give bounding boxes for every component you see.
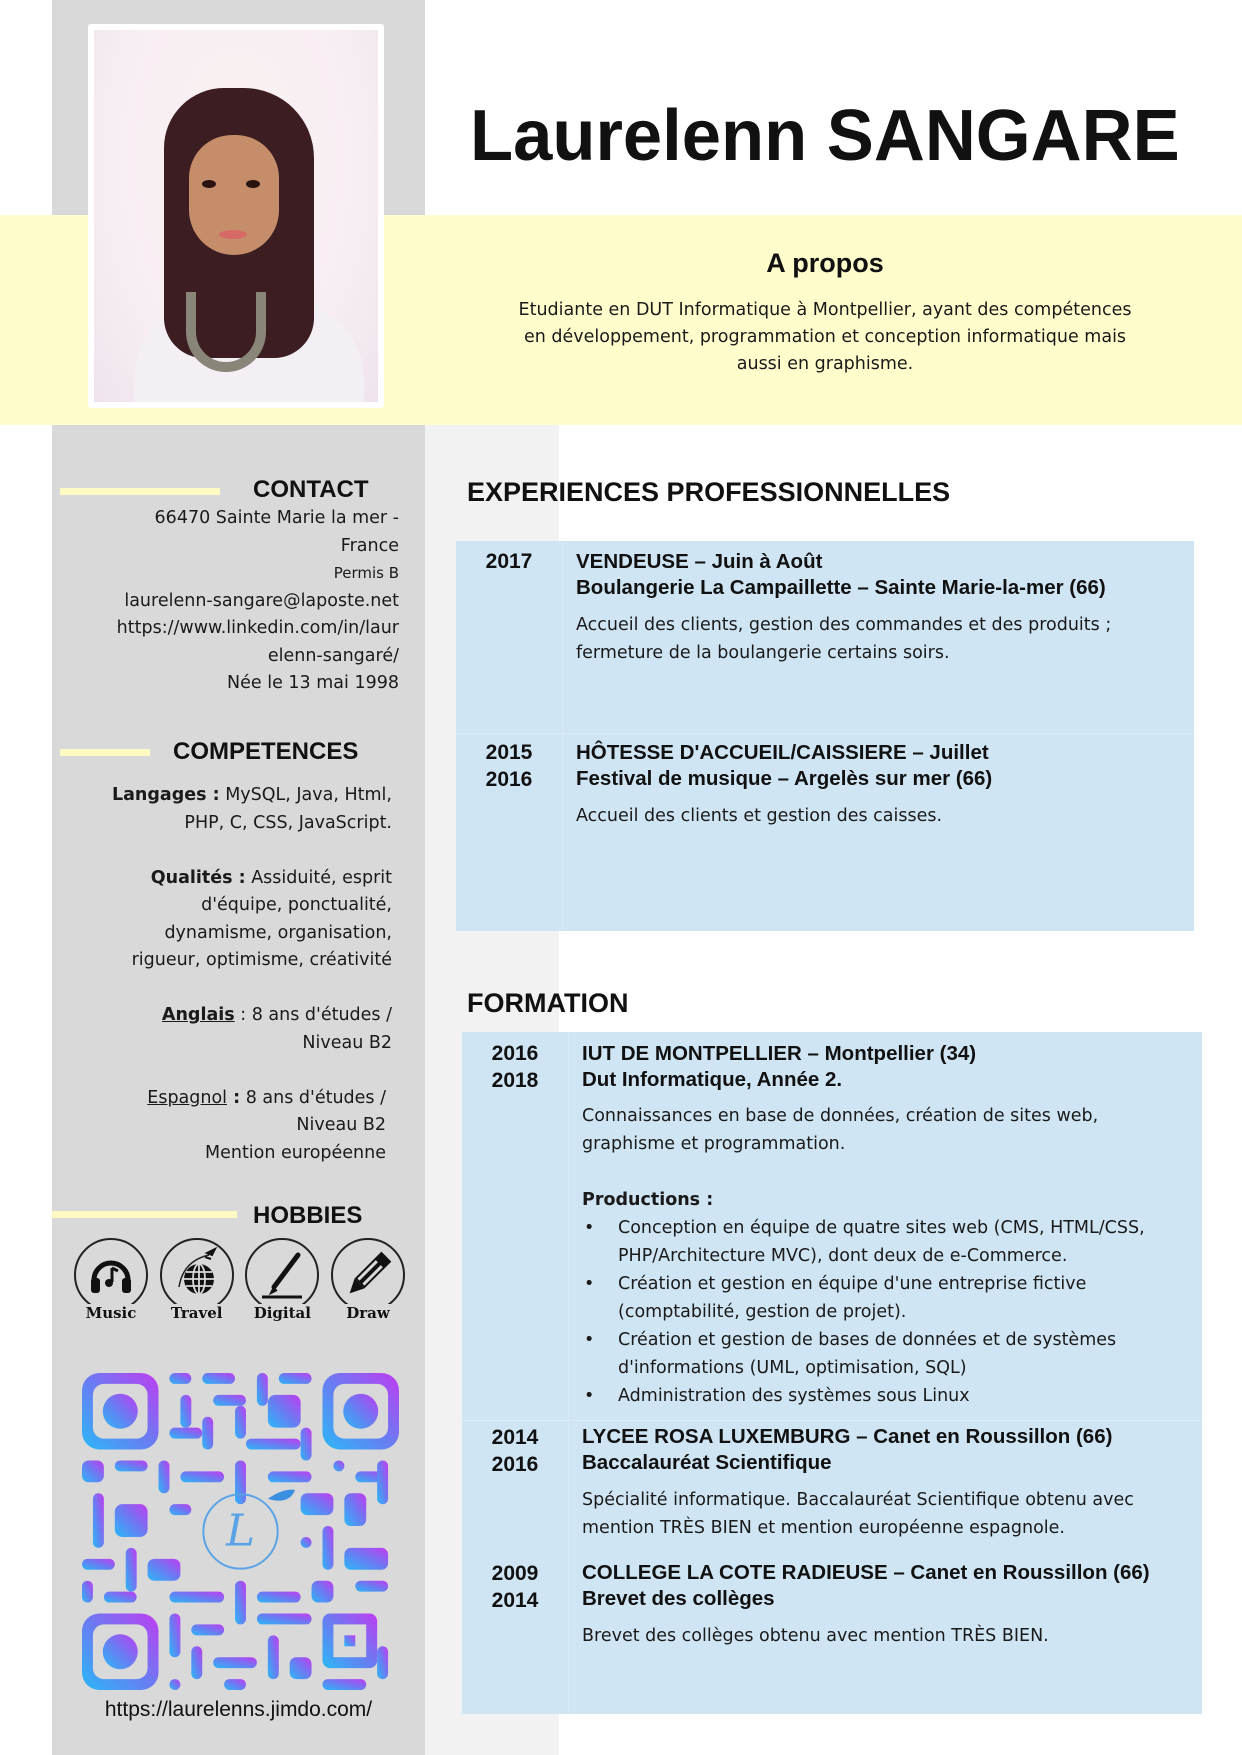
- about-line: en développement, programmation et conception informatique mais: [523, 327, 1127, 347]
- experiences-table: [456, 541, 1194, 931]
- contact-linkedin-cont[interactable]: elenn-sangaré/: [267, 645, 399, 666]
- skill-languages: [60, 782, 392, 837]
- qualities-value-cont: dynamisme, organisation,: [164, 922, 392, 943]
- contact-title: CONTACT: [253, 476, 369, 503]
- row-separator: [462, 1420, 1202, 1421]
- spanish-value: 8 ans d'études /: [240, 1087, 386, 1108]
- contact-address: 66470 Sainte Marie la mer -: [154, 508, 399, 528]
- about-text: [475, 297, 1175, 378]
- competences-title: COMPETENCES: [173, 738, 359, 765]
- formation-years: 2009 2014: [491, 1562, 539, 1612]
- row-separator: [456, 733, 1194, 734]
- languages-value: MySQL, Java, Html,: [219, 785, 392, 805]
- globe-plane-icon: [160, 1238, 234, 1312]
- skill-spanish: [60, 1085, 392, 1168]
- contact-linkedin[interactable]: https://www.linkedin.com/in/laur: [116, 618, 399, 638]
- hobby-label: Digital: [253, 1304, 311, 1322]
- photo-eye-left: [202, 180, 216, 188]
- svg-text:L: L: [225, 1505, 256, 1557]
- stylus-icon: [245, 1238, 319, 1312]
- production-item: • Administration des systèmes sous Linux: [582, 1382, 1192, 1410]
- languages-label: Langages :: [111, 785, 220, 805]
- formation-title-block: LYCEE ROSA LUXEMBURG – Canet en Roussillon (66) Baccalauréat Scientifique: [582, 1425, 1113, 1474]
- experience-years: 2015 2016: [485, 741, 533, 791]
- experiences-title: EXPERIENCES PROFESSIONNELLES: [467, 477, 951, 507]
- candidate-name: Laurelenn SANGARE: [470, 96, 1180, 176]
- hobby-label: Draw: [346, 1304, 390, 1322]
- competences-block: [60, 782, 392, 1167]
- english-label: Anglais: [161, 1005, 235, 1025]
- qualities-value-cont: rigueur, optimisme, créativité: [131, 950, 392, 970]
- hobby-draw: [329, 1238, 407, 1326]
- hobbies-accent-bar: [52, 1211, 237, 1218]
- productions-list: [582, 1214, 1192, 1410]
- formation-title-block: IUT DE MONTPELLIER – Montpellier (34) Dut Informatique, Année 2.: [582, 1042, 977, 1091]
- hobbies-list: [72, 1232, 407, 1332]
- spanish-mention: Mention européenne: [204, 1142, 386, 1163]
- formation-description: Connaissances en base de données, création de sites web, graphisme et programmation. Productions : • Conception en équipe de quatre sites web (CMS, HTML/CSS, PHP/Architecture MVC), dont deux de e-Commerce. • Création et gestion en équipe d'une entreprise fictive (comptabilité, gestion de projet). • Création et gestion de bases de données et de systèmes d'informations (UML, optimisation, SQL) • Administration des systèmes sous Linux: [582, 1102, 1192, 1410]
- competences-accent-bar: [60, 749, 150, 756]
- hobby-label: Music: [85, 1304, 137, 1322]
- contact-block: [60, 505, 399, 698]
- website-url[interactable]: https://laurelenns.jimdo.com/: [104, 1698, 373, 1721]
- production-item: • Création et gestion en équipe d'une entreprise fictive (comptabilité, gestion de projet).: [582, 1270, 1192, 1326]
- contact-accent-bar: [60, 488, 220, 495]
- formation-description: Brevet des collèges obtenu avec mention TRÈS BIEN.: [582, 1626, 1049, 1646]
- formation-title-block: COLLEGE LA COTE RADIEUSE – Canet en Roussillon (66) Brevet des collèges: [582, 1561, 1150, 1610]
- experience-title: VENDEUSE – Juin à Août Boulangerie La Campaillette – Sainte Marie-la-mer (66): [576, 550, 1106, 599]
- profile-photo: [94, 30, 378, 402]
- hobby-travel: [158, 1238, 236, 1326]
- hobbies-title: HOBBIES: [253, 1202, 363, 1229]
- qualities-label: Qualités :: [150, 867, 246, 888]
- contact-country: France: [340, 535, 399, 556]
- about-title: A propos: [766, 248, 884, 278]
- profile-photo-frame: [88, 24, 384, 408]
- headphones-icon: [74, 1238, 148, 1312]
- experience-description: Accueil des clients, gestion des commandes et des produits ; fermeture de la boulangerie certains soirs.: [576, 615, 1112, 663]
- about-line: Etudiante en DUT Informatique à Montpellier, ayant des compétences: [518, 300, 1132, 320]
- skill-qualities: [60, 865, 392, 975]
- formation-description: Spécialité informatique. Baccalauréat Scientifique obtenu avec mention TRÈS BIEN et mention européenne espagnole.: [582, 1490, 1134, 1538]
- contact-license: Permis B: [333, 564, 399, 582]
- date-column-divider: [562, 541, 563, 931]
- formation-years: 2014 2016: [491, 1426, 539, 1476]
- photo-necklace: [186, 292, 266, 372]
- contact-email[interactable]: laurelenn-sangare@laposte.net: [124, 590, 399, 611]
- photo-eye-right: [246, 180, 260, 188]
- languages-value-cont: PHP, C, CSS, JavaScript.: [184, 812, 392, 833]
- photo-lips: [219, 230, 247, 239]
- hobby-music: [72, 1238, 150, 1326]
- experience-years: 2017: [485, 550, 533, 573]
- website-qr-code[interactable]: [82, 1373, 399, 1690]
- qualities-value-cont: d'équipe, ponctualité,: [201, 895, 392, 915]
- pencil-icon: [331, 1238, 405, 1312]
- formation-title: FORMATION: [467, 988, 629, 1018]
- formation-years: 2016 2018: [491, 1042, 539, 1092]
- experience-description: Accueil des clients et gestion des caisses.: [576, 806, 943, 826]
- date-column-divider: [568, 1032, 569, 1714]
- spanish-level: Niveau B2: [296, 1115, 386, 1135]
- about-line: aussi en graphisme.: [736, 354, 914, 374]
- production-item: • Conception en équipe de quatre sites web (CMS, HTML/CSS, PHP/Architecture MVC), dont deux de e-Commerce.: [582, 1214, 1192, 1270]
- productions-label: Productions :: [582, 1190, 714, 1210]
- formation-table: [462, 1032, 1202, 1714]
- skill-english: [60, 1002, 392, 1057]
- english-value: : 8 ans d'études /: [234, 1005, 392, 1025]
- qualities-value: Assiduité, esprit: [245, 867, 392, 888]
- experience-title: HÔTESSE D'ACCUEIL/CAISSIERE – Juillet Festival de musique – Argelès sur mer (66): [576, 741, 993, 790]
- hobby-label: Travel: [170, 1304, 223, 1322]
- english-level: Niveau B2: [302, 1032, 392, 1053]
- contact-birthdate: Née le 13 mai 1998: [227, 673, 399, 693]
- production-item: • Création et gestion de bases de données et de systèmes d'informations (UML, optimisation, SQL): [582, 1326, 1192, 1382]
- spanish-label: Espagnol: [147, 1087, 228, 1108]
- hobby-digital: [243, 1238, 321, 1326]
- spanish-sep: :: [227, 1087, 241, 1108]
